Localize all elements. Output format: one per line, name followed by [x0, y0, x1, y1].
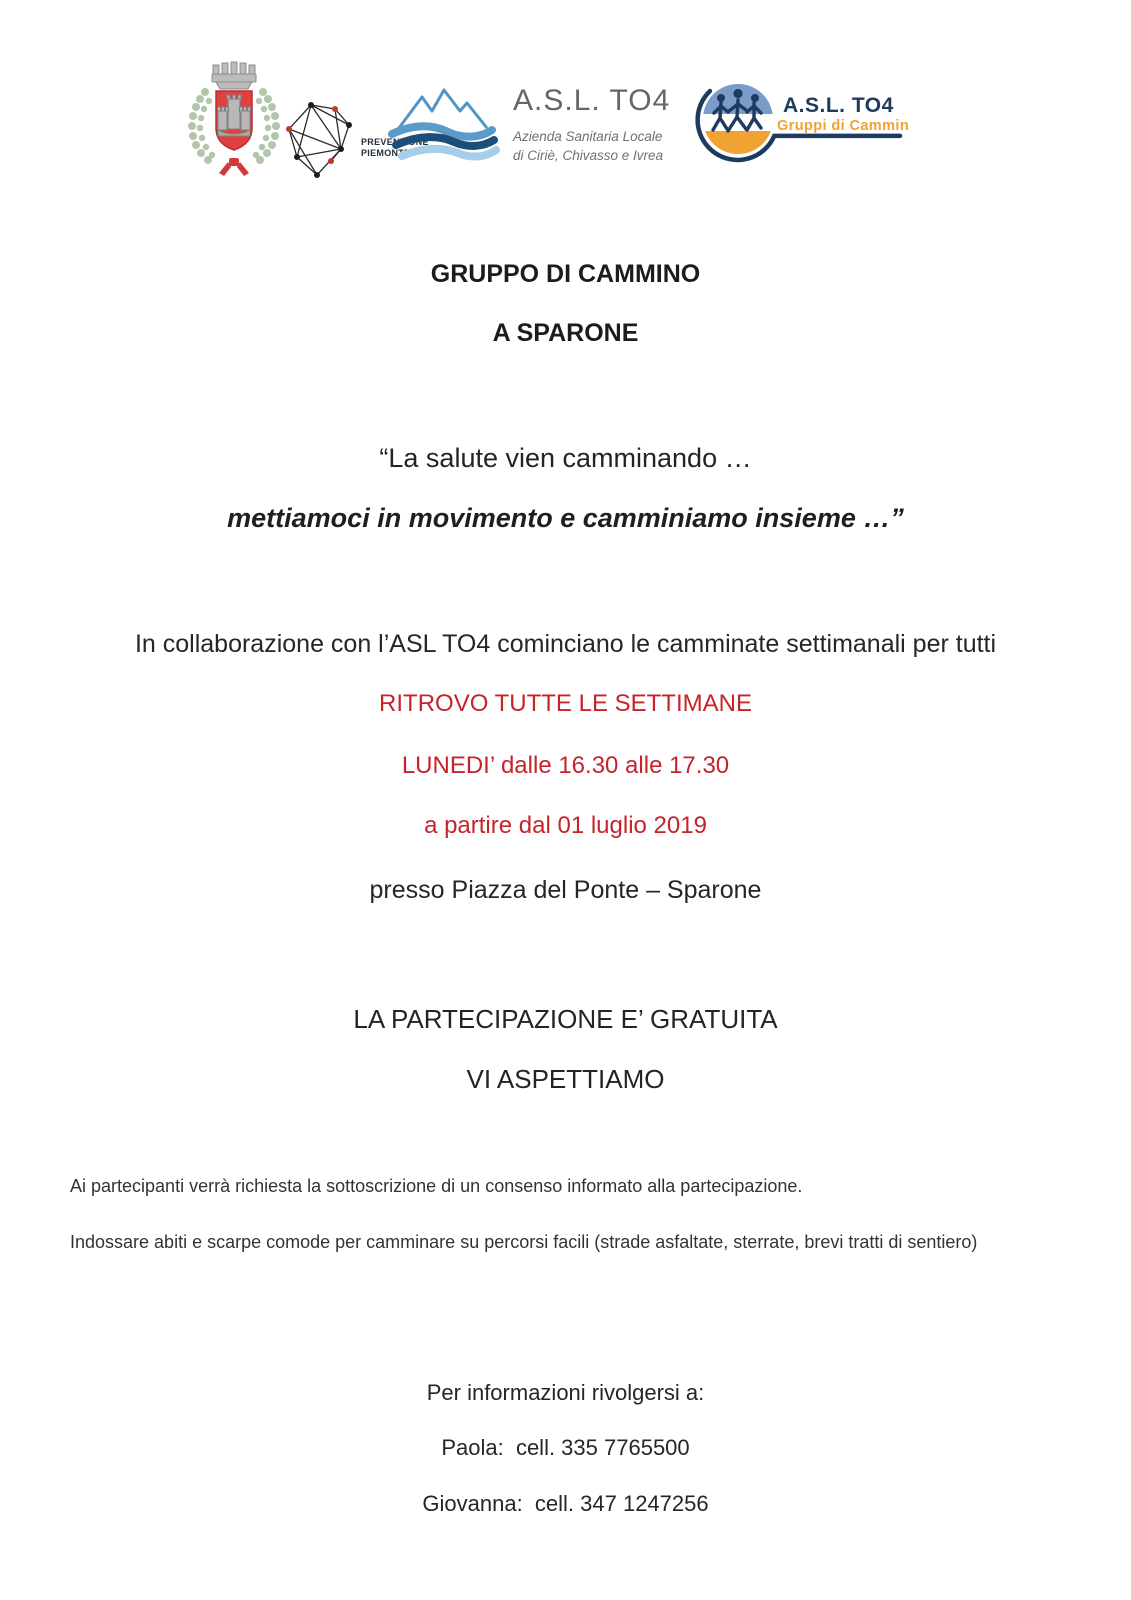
prevenzione-label-line2: PIEMONTE	[361, 148, 411, 158]
contact-intro: Per informazioni rivolgersi a:	[426, 1380, 705, 1405]
contact-giovanna: Giovanna: cell. 347 1247256	[422, 1491, 709, 1516]
clothing-note: Indossare abiti e scarpe comode per camminare su percorsi facili (strade asfaltate, sterrate, brevi tratti di sentiero)	[70, 1232, 978, 1252]
location-line: presso Piazza del Ponte – Sparone	[369, 876, 762, 904]
free-participation-line: LA PARTECIPAZIONE E’ GRATUITA	[353, 1004, 778, 1034]
contact-paola: Paola: cell. 335 7765500	[441, 1435, 690, 1460]
welcome-line: VI ASPETTIAMO	[466, 1064, 665, 1094]
collaboration-line: In collaborazione con l’ASL TO4 cominciano le camminate settimanali per tutti	[134, 630, 997, 658]
page-title-line1: GRUPPO DI CAMMINO	[430, 260, 701, 288]
quote-line1: “La salute vien camminando …	[379, 443, 752, 473]
day-time-line: LUNEDI’ dalle 16.30 alle 17.30	[401, 752, 730, 779]
prevenzione-piemonte-logo	[283, 98, 429, 184]
prevenzione-label-line1: PREVENZIONE	[361, 137, 429, 147]
asl-to4-logo	[388, 80, 670, 172]
asl-subtitle-line1: Azienda Sanitaria Locale	[513, 129, 663, 144]
mountains-waves-icon	[388, 80, 503, 172]
gruppi-asl-title: A.S.L. TO4	[783, 94, 894, 117]
asl-title: A.S.L. TO4	[513, 84, 671, 117]
page-title-line2: A SPARONE	[492, 319, 639, 347]
gruppi-subtitle: Gruppi di Cammino	[777, 118, 908, 134]
asl-subtitle-line2: di Ciriè, Chivasso e Ivrea	[513, 148, 664, 163]
walking-people-circle-icon	[688, 74, 908, 166]
sparone-coat-of-arms-icon	[183, 56, 285, 186]
gruppi-di-cammino-logo	[688, 74, 908, 166]
network-graph-icon	[283, 99, 363, 183]
consent-note: Ai partecipanti verrà richiesta la sottoscrizione di un consenso informato alla partecipazione.	[70, 1176, 803, 1196]
meeting-line: RITROVO TUTTE LE SETTIMANE	[379, 690, 752, 717]
start-date-line: a partire dal 01 luglio 2019	[424, 812, 707, 839]
quote-line2: mettiamoci in movimento e camminiamo insieme …”	[227, 503, 904, 533]
